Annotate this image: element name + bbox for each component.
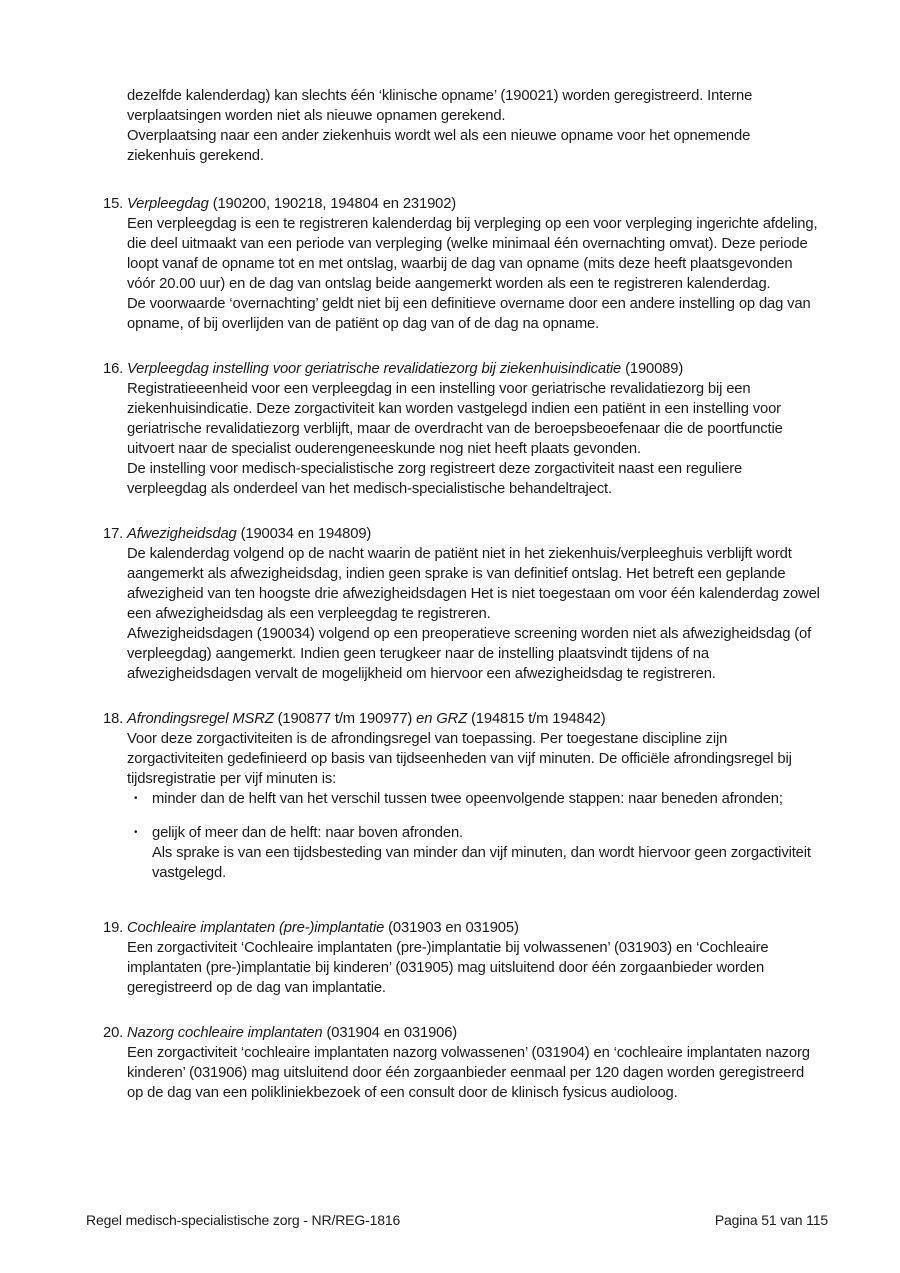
heading-codes: (190034 en 194809) [236, 526, 372, 542]
heading-title: en GRZ [416, 711, 468, 727]
bullet-body [152, 823, 821, 883]
heading-title: Cochleaire implantaten (pre-)implantatie [127, 920, 385, 936]
bullet-item [127, 789, 821, 809]
footer-document-reference: Regel medisch-specialistische zorg - NR/REG-1816 [86, 1212, 401, 1228]
item-number: 19. [103, 920, 124, 936]
item-number: 18. [103, 711, 124, 727]
bullet-paragraph: gelijk of meer dan de helft: naar boven afronden. [152, 825, 463, 841]
item-body [127, 1023, 821, 1103]
heading-title: Verpleegdag [127, 196, 209, 212]
heading-codes: (190089) [621, 361, 684, 377]
item-body [127, 194, 821, 334]
bullet-icon: • [134, 827, 138, 838]
list-item [103, 1023, 821, 1103]
heading-title: Verpleegdag instelling voor geriatrische revalidatiezorg bij ziekenhuisindicatie [127, 361, 622, 377]
heading-title: Afrondingsregel MSRZ [127, 711, 274, 727]
list-item [103, 524, 821, 684]
intro-paragraph: dezelfde kalenderdag) kan slechts één ‘klinische opname’ (190021) worden geregistreerd. Interne verplaatsingen worden niet als nieuwe opnamen gerekend. [127, 88, 753, 124]
item-paragraph: Voor deze zorgactiviteiten is de afrondingsregel van toepassing. Per toegestane discipline zijn zorgactiviteiten gedefinieerd op basis van tijdseenheden van vijf minuten. De officiële afrondingsregel bij tijdsregistratie per vijf minuten is: [127, 731, 792, 787]
intro-block [127, 86, 821, 166]
item-number: 16. [103, 361, 124, 377]
item-paragraph: Afwezigheidsdagen (190034) volgend op een preoperatieve screening worden niet als afwezigheidsdag (of verpleegdag) aangemerkt. Indien geen terugkeer naar de instelling plaatsvindt tijdens of na afwezigheidsdagen vervalt de mogelijkheid om hiervoor een afwezigheidsdag te registreren. [127, 626, 812, 682]
bullet-paragraph: Als sprake is van een tijdsbesteding van minder dan vijf minuten, dan wordt hiervoor geen zorgactiviteit vastgelegd. [152, 845, 811, 881]
bullet-icon: • [134, 793, 138, 804]
item-number: 17. [103, 526, 124, 542]
item-heading [127, 359, 821, 379]
bullet-item [127, 823, 821, 883]
item-number: 15. [103, 196, 124, 212]
heading-codes: (031904 en 031906) [322, 1025, 458, 1041]
heading-title: Afwezigheidsdag [127, 526, 237, 542]
bullet-body [152, 789, 821, 809]
heading-codes: (194815 t/m 194842) [467, 711, 606, 727]
list-item [103, 709, 821, 883]
item-paragraph: De voorwaarde ‘overnachting’ geldt niet bij een definitieve overname door een andere instelling op dag van opname, of bij overlijden van de patiënt op dag van of de dag na opname. [127, 296, 811, 332]
item-paragraph: De instelling voor medisch-specialistische zorg registreert deze zorgactiviteit naast een reguliere verpleegdag als onderdeel van het medisch-specialistische behandeltraject. [127, 461, 743, 497]
item-paragraph: Registratieeenheid voor een verpleegdag in een instelling voor geriatrische revalidatiezorg bij een ziekenhuisindicatie. Deze zorgactiviteit kan worden vastgelegd indien een patiënt in een instelling voor geriatrische revalidatiezorg verblijft, maar de overdracht van de beroepsbeoefenaar die de poortfunctie uitvoert naar de specialist ouderengeneeskunde nog niet heeft plaats gevonden. [127, 381, 783, 457]
item-body [127, 709, 821, 883]
heading-codes: (190200, 190218, 194804 en 231902) [208, 196, 457, 212]
item-heading [127, 709, 821, 729]
item-paragraph: De kalenderdag volgend op de nacht waarin de patiënt niet in het ziekenhuis/verpleeghuis verblijft wordt aangemerkt als afwezigheidsdag, indien geen sprake is van definitief ontslag. Het betreft een geplande afwezigheid van ten hoogste drie afwezigheidsdagen Het is niet toegestaan om voor één kalenderdag zowel een afwezigheidsdag als een verpleegdag te registreren. [127, 546, 820, 622]
bullet-paragraph: minder dan de helft van het verschil tussen twee opeenvolgende stappen: naar beneden afronden; [152, 791, 783, 807]
item-body [127, 359, 821, 499]
page-footer [86, 1210, 828, 1230]
item-heading [127, 524, 821, 544]
heading-codes: (031903 en 031905) [384, 920, 519, 936]
item-paragraph: Een zorgactiviteit ‘cochleaire implantaten nazorg volwassenen’ (031904) en ‘cochleaire implantaten nazorg kinderen’ (031906) mag uitsluitend door één zorgaanbieder eenmaal per 120 dagen worden geregistreerd op de dag van een polikliniekbezoek of een consult door de klinisch fysicus audioloog. [127, 1045, 810, 1101]
intro-paragraph: Overplaatsing naar een ander ziekenhuis wordt wel als een nieuwe opname voor het opnemende ziekenhuis gerekend. [127, 128, 751, 164]
page-content [103, 86, 821, 1128]
list-item [103, 194, 821, 334]
heading-title: Nazorg cochleaire implantaten [127, 1025, 323, 1041]
item-paragraph: Een verpleegdag is een te registreren kalenderdag bij verpleging op een voor verpleging ingerichte afdeling, die deel uitmaakt van een periode van verpleging (welke minimaal één overnachting omvat). Deze periode loopt vanaf de opname tot en met ontslag, waarbij de dag van opname (mits deze heeft plaatsgevonden vóór 20.00 uur) en de dag van ontslag beide aangemerkt worden als een te registreren kalenderdag. [127, 216, 818, 292]
item-paragraph: Een zorgactiviteit ‘Cochleaire implantaten (pre-)implantatie bij volwassenen’ (031903) en ‘Cochleaire implantaten (pre-)implantatie bij kinderen’ (031905) mag uitsluitend door één zorgaanbieder worden geregistreerd op de dag van implantatie. [127, 940, 769, 996]
item-heading [127, 194, 821, 214]
list-item [103, 359, 821, 499]
item-number: 20. [103, 1025, 124, 1041]
footer-page-number: Pagina 51 van 115 [714, 1212, 828, 1228]
item-body [127, 918, 821, 998]
heading-codes: (190877 t/m 190977) [273, 711, 417, 727]
list-item [103, 918, 821, 998]
item-body [127, 524, 821, 684]
item-heading [127, 1023, 821, 1043]
item-heading [127, 918, 821, 938]
